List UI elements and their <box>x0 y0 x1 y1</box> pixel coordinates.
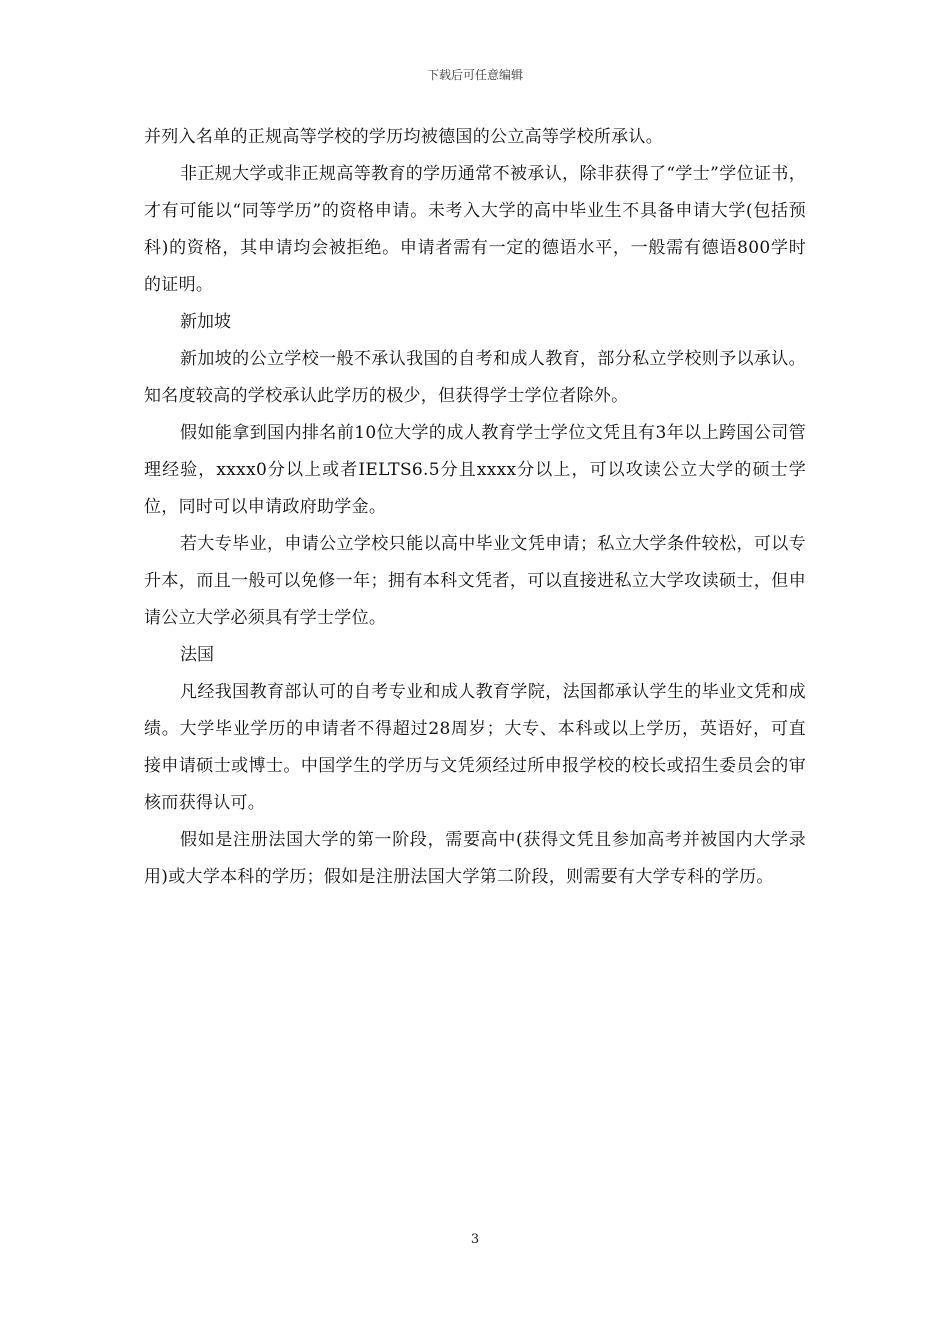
paragraph-singapore-diploma: 若大专毕业，申请公立学校只能以高中毕业文凭申请；私立大学条件较松，可以专升本，而且一般可以免修一年；拥有本科文凭者，可以直接进私立大学攻读硕士，但申请公立大学必须具有学士学位。 <box>144 534 806 628</box>
paragraph-singapore-recognition: 新加坡的公立学校一般不承认我国的自考和成人教育，部分私立学校则予以承认。知名度较高的学校承认此学历的极少，但获得学士学位者除外。 <box>144 349 806 406</box>
paragraph-germany-requirements: 非正规大学或非正规高等教育的学历通常不被承认，除非获得了“学士”学位证书，才有可能以“同等学历”的资格申请。未考入大学的高中毕业生不具备申请大学(包括预科)的资格，其申请均会被拒绝。申请者需有一定的德语水平，一般需有德语800学时的证明。 <box>144 164 806 295</box>
section-heading-france: 法国 <box>180 645 214 665</box>
paragraph-singapore-masters: 假如能拿到国内排名前10位大学的成人教育学士学位文凭且有3年以上跨国公司管理经验，xxxx0分以上或者IELTS6.5分且xxxx分以上，可以攻读公立大学的硕士学位，同时可以申请政府助学金。 <box>144 423 806 517</box>
page-header: 下载后可任意编辑 <box>426 68 523 82</box>
paragraph-france-registration: 假如是注册法国大学的第一阶段，需要高中(获得文凭且参加高考并被国内大学录用)或大学本科的学历；假如是注册法国大学第二阶段，则需要有大学专科的学历。 <box>144 830 806 887</box>
paragraph-germany-continued: 并列入名单的正规高等学校的学历均被德国的公立高等学校所承认。 <box>144 127 663 147</box>
paragraph-france-recognition: 凡经我国教育部认可的自考专业和成人教育学院，法国都承认学生的毕业文凭和成绩。大学毕业学历的申请者不得超过28周岁；大专、本科或以上学历，英语好，可直接申请硕士或博士。中国学生的学历与文凭须经过所申报学校的校长或招生委员会的审核而获得认可。 <box>144 682 806 813</box>
section-heading-singapore: 新加坡 <box>180 312 231 332</box>
page-number: 3 <box>470 1232 480 1247</box>
document-body <box>144 119 806 896</box>
